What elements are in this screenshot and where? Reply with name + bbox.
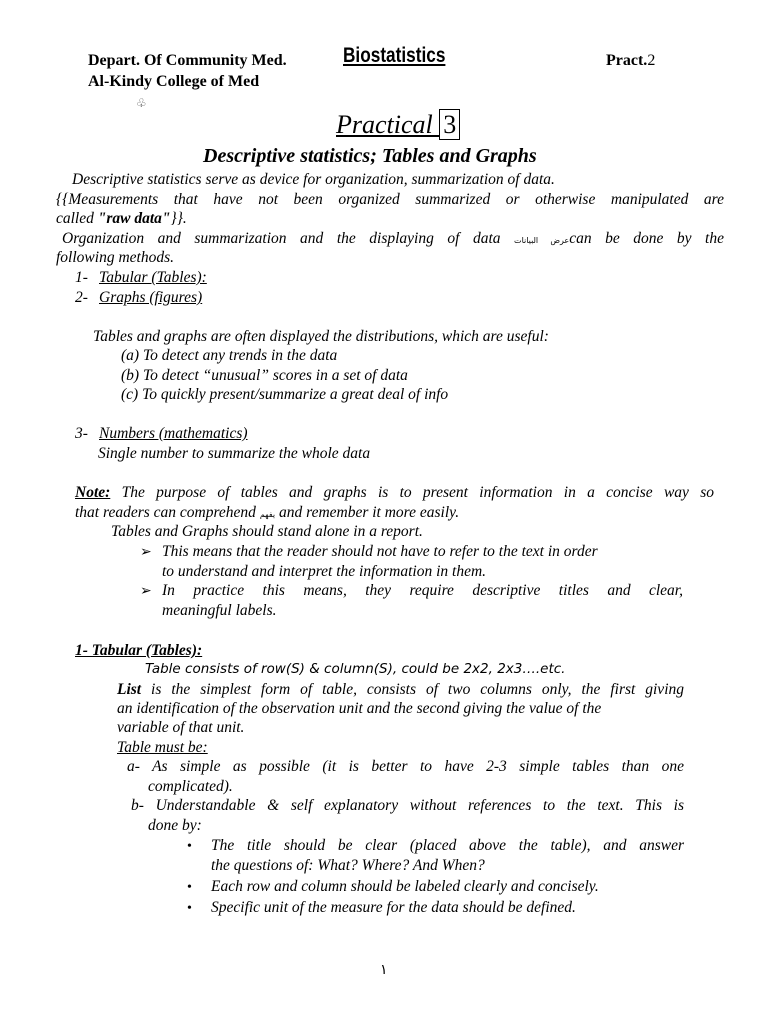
note-bullet-text: In practice this means, they require descriptive titles and clear,	[162, 582, 683, 599]
pract-number: 2	[647, 52, 656, 69]
arrow-bullet-icon: ➢	[140, 584, 152, 599]
uses-intro: Tables and graphs are often displayed the distributions, which are useful:	[93, 328, 549, 345]
page-subtitle: Descriptive statistics; Tables and Graphs	[203, 145, 537, 167]
intro-line-2: {{Measurements that have not been organized summarized or otherwise manipulated are	[56, 191, 724, 208]
method-number: 3-	[75, 425, 88, 442]
requirement-bullet	[187, 877, 599, 898]
requirement-bullet-text: Specific unit of the measure for the data should be defined.	[211, 899, 576, 916]
bullet-dot-icon: •	[187, 901, 192, 916]
method-desc: Single number to summarize the whole data	[98, 445, 371, 462]
practical-word: Practical	[336, 110, 440, 139]
intro-line-4b: can be done by the	[569, 230, 724, 247]
note-text-2b: and remember it more easily.	[275, 504, 460, 521]
ornament-icon: ♧	[136, 96, 147, 110]
arrow-bullet-icon: ➢	[140, 545, 152, 560]
note-text-1: The purpose of tables and graphs is to present information in a concise way so	[110, 484, 714, 501]
table-must-be: Table must be:	[117, 739, 208, 756]
requirement-bullet-cont: the questions of: What? Where? And When?	[211, 857, 485, 874]
arabic-comprehend: يفهم	[259, 510, 276, 519]
intro-line-5: following methods.	[56, 249, 174, 266]
method-label: Tabular (Tables):	[99, 269, 207, 286]
method-number: 2-	[75, 289, 88, 306]
practical-title	[336, 110, 460, 140]
table-consists: Table consists of row(S) & column(S), could be 2x2, 2x3….etc.	[145, 661, 566, 677]
requirement-a: a- As simple as possible (it is better to have 2-3 simple tables than one	[127, 758, 684, 775]
bullet-dot-icon: •	[187, 839, 192, 854]
pract-text: Pract.	[606, 52, 648, 69]
list-text-1: is the simplest form of table, consists of two columns only, the first giving	[141, 681, 684, 698]
pract-label	[606, 52, 655, 70]
note-bullet-cont: to understand and interpret the information in them.	[162, 563, 487, 580]
method-item	[75, 288, 202, 308]
method-label: Numbers (mathematics)	[99, 425, 248, 442]
method-item	[75, 268, 207, 288]
page-number: ١	[380, 962, 388, 978]
uses-item: (a) To detect any trends in the data	[121, 347, 338, 364]
raw-data-term: "raw data"	[97, 210, 171, 227]
note-line-1	[75, 483, 714, 503]
bullet-dot-icon: •	[187, 880, 192, 895]
subject-title: Biostatistics	[343, 44, 446, 67]
requirement-bullet	[187, 898, 576, 919]
requirement-b-cont: done by:	[148, 817, 202, 834]
list-line-2: an identification of the observation unit and the second giving the value of the	[117, 700, 602, 717]
intro-line-4a: Organization and summarization and the displaying of data	[62, 230, 515, 247]
requirement-b: b- Understandable & self explanatory without references to the text. This is	[131, 797, 684, 814]
list-term: List	[117, 681, 142, 698]
arabic-display-data: عرض البيانات	[514, 236, 570, 245]
uses-item: (c) To quickly present/summarize a great deal of info	[121, 386, 449, 403]
requirement-bullet	[187, 836, 684, 857]
method-item	[75, 424, 248, 444]
intro-line-3c: }}.	[170, 210, 187, 227]
note-label: Note:	[75, 484, 111, 501]
practical-number-box: 3	[439, 109, 460, 140]
intro-line-1: Descriptive statistics serve as device for organization, summarization of data.	[72, 171, 555, 188]
college-name: Al-Kindy College of Med	[88, 73, 260, 90]
method-number: 1-	[75, 269, 88, 286]
intro-line-3a: called	[56, 210, 98, 227]
requirement-a-cont: complicated).	[148, 778, 233, 795]
note-bullet	[140, 581, 683, 602]
note-bullet	[140, 542, 598, 563]
note-line-3: Tables and Graphs should stand alone in a report.	[111, 523, 423, 540]
list-line-3: variable of that unit.	[117, 719, 245, 736]
requirement-bullet-text: Each row and column should be labeled clearly and concisely.	[211, 878, 599, 895]
method-label: Graphs (figures)	[99, 289, 203, 306]
note-text-2a: that readers can comprehend	[75, 504, 260, 521]
requirement-bullet-text: The title should be clear (placed above the table), and answer	[211, 837, 684, 854]
list-line-1	[117, 680, 684, 700]
section-heading-tabular: 1- Tabular (Tables):	[75, 642, 203, 659]
note-bullet-text: This means that the reader should not have to refer to the text in order	[162, 543, 598, 560]
note-bullet-cont: meaningful labels.	[162, 602, 277, 619]
intro-line-3	[56, 209, 187, 229]
uses-item: (b) To detect “unusual” scores in a set of data	[121, 367, 408, 384]
department-name: Depart. Of Community Med.	[88, 52, 287, 69]
